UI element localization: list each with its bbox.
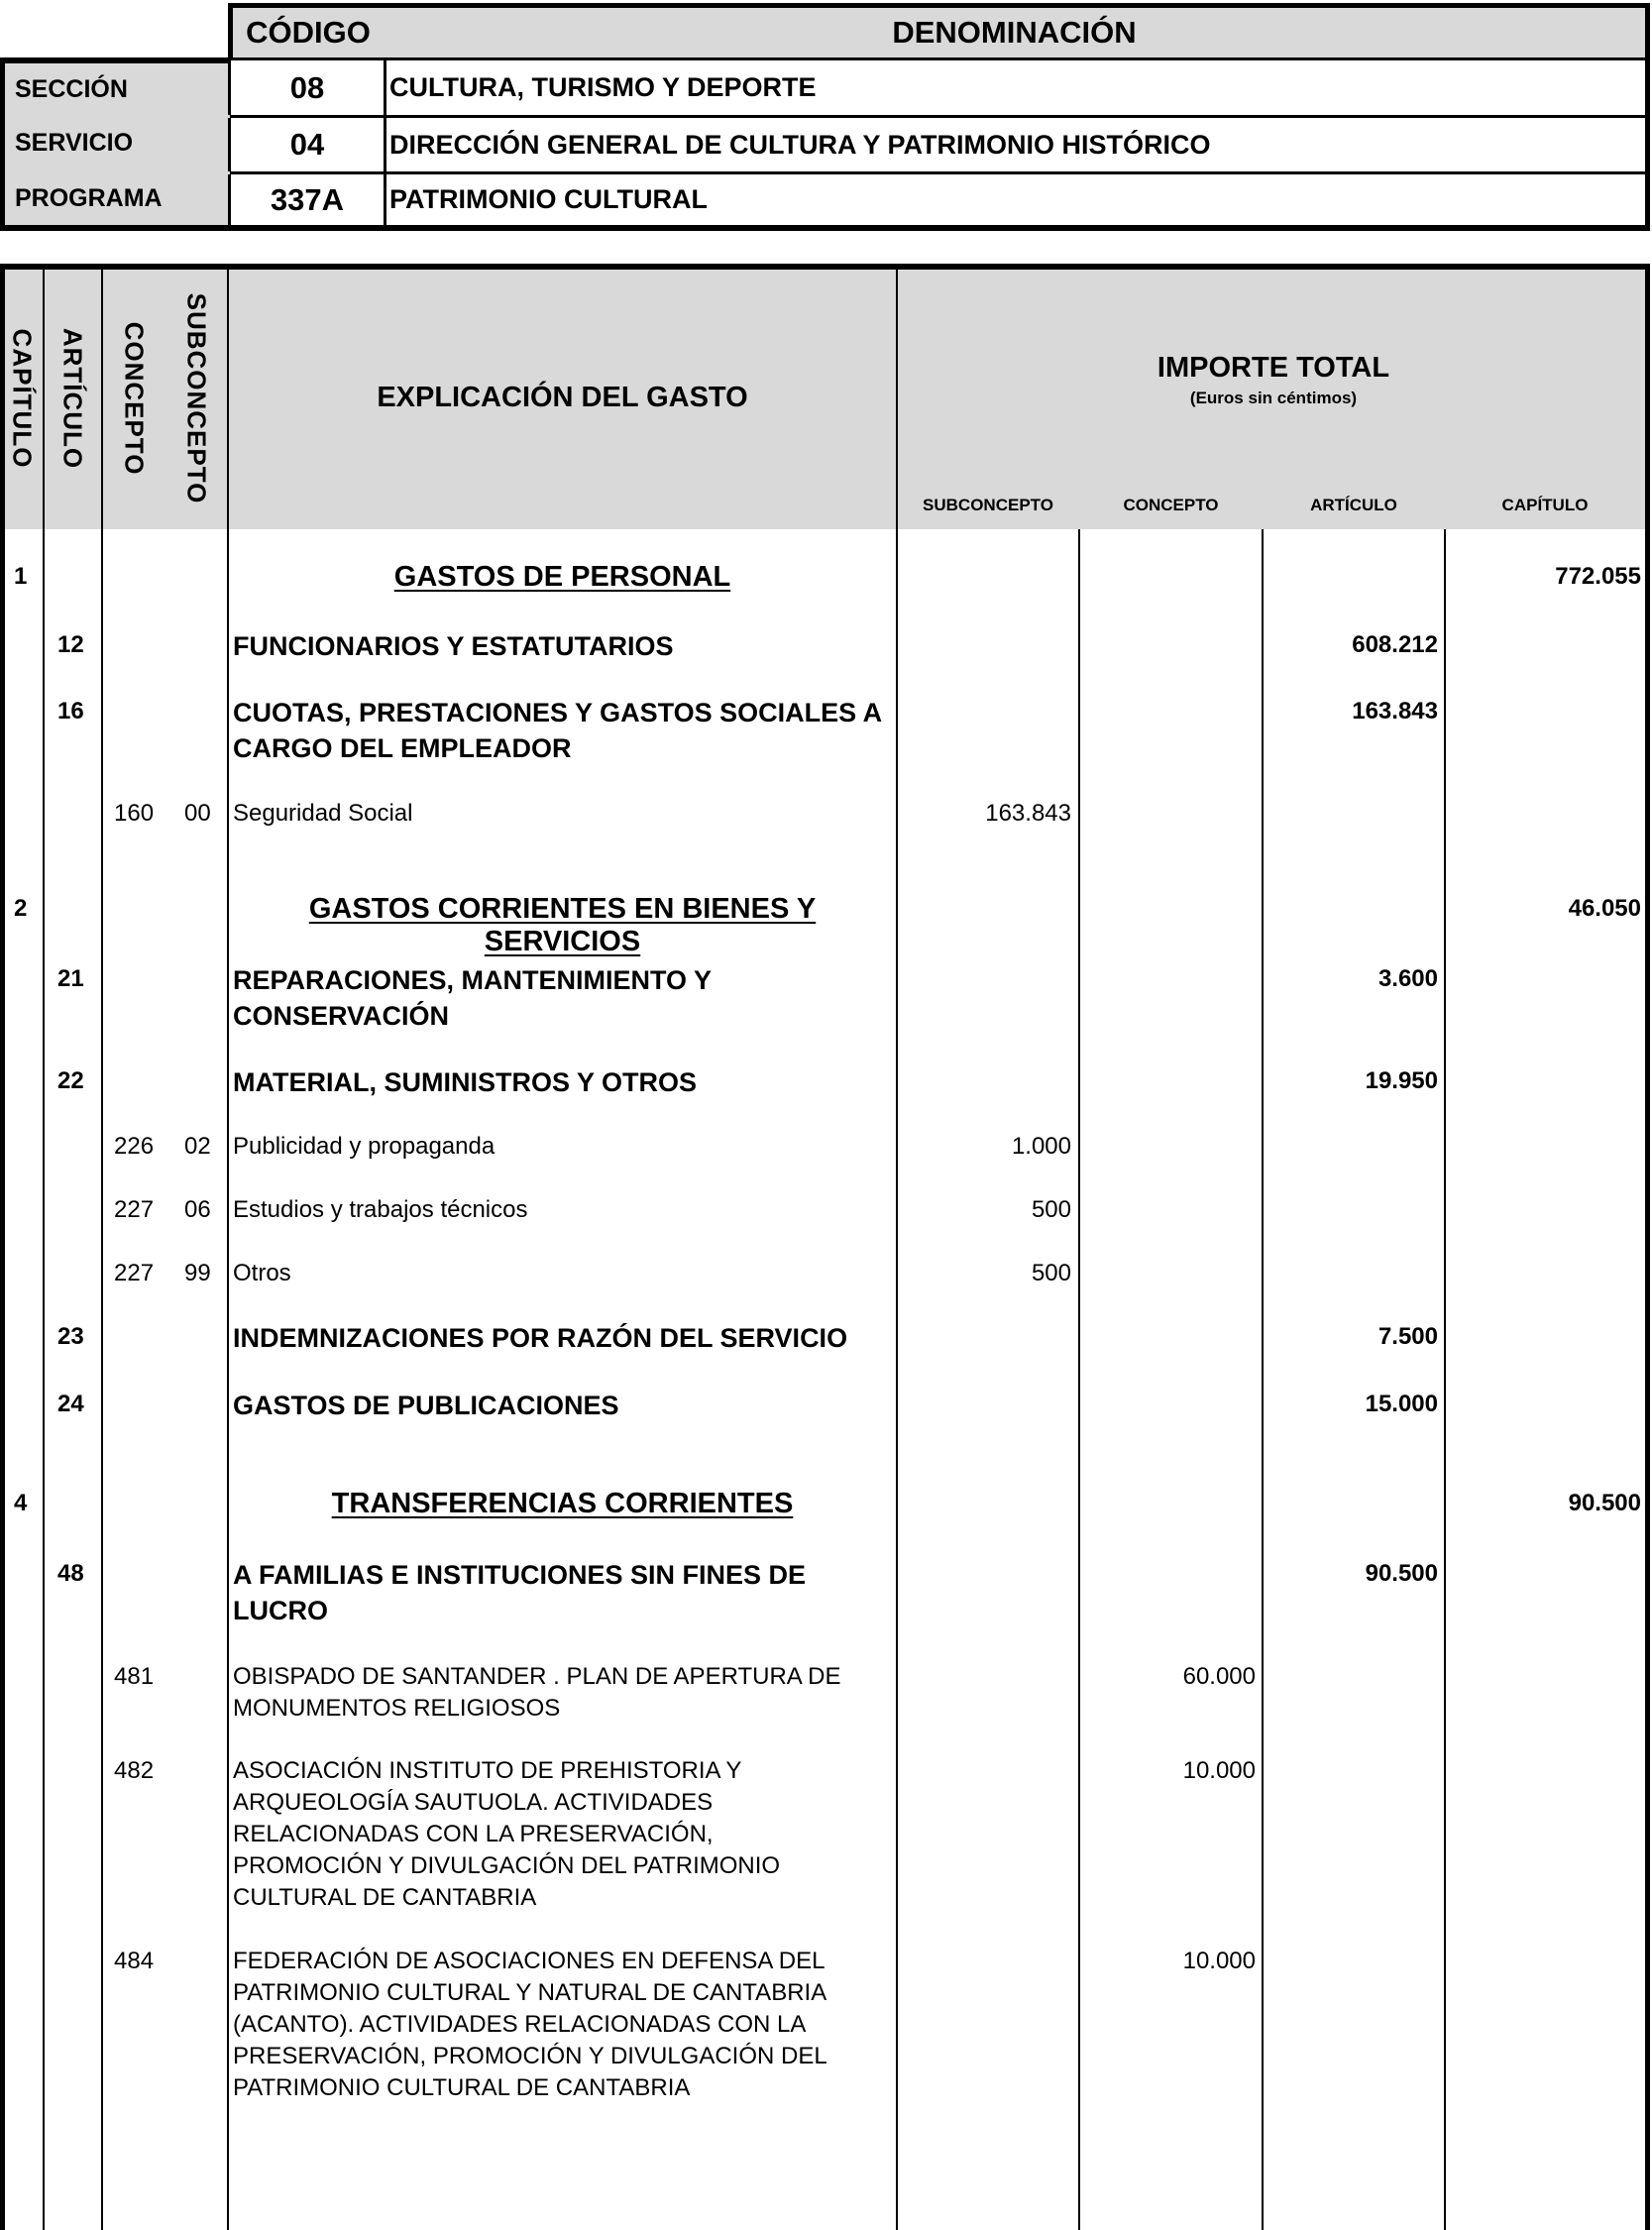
article-title: GASTOS DE PUBLICACIONES xyxy=(233,1391,619,1420)
code-value xyxy=(228,60,386,118)
subconcepto-code: 02 xyxy=(184,1133,211,1160)
concepto-code: 227 xyxy=(114,1196,155,1223)
divider xyxy=(1078,529,1080,2230)
articulo-code: 21 xyxy=(57,965,84,992)
chapter-heading: GASTOS DE PERSONAL xyxy=(393,561,731,593)
subconcepto-code: 99 xyxy=(184,1260,211,1286)
label-text: PROGRAMA xyxy=(15,183,163,212)
denomination-value xyxy=(384,174,1650,231)
capitulo-code: 4 xyxy=(14,1490,28,1516)
subconcepto-code: 06 xyxy=(184,1196,211,1223)
importe-subtitle: (Euros sin céntimos) xyxy=(1189,389,1358,407)
table-right-border xyxy=(1645,529,1650,2230)
code-row-label xyxy=(0,115,230,174)
denomination-header xyxy=(384,3,1650,60)
code-header xyxy=(228,3,386,60)
capitulo-code: 2 xyxy=(14,895,28,922)
amount-articulo: 15.000 xyxy=(1365,1391,1438,1417)
amount-articulo: 608.212 xyxy=(1352,631,1438,658)
amount-col-subconcepto: SUBCONCEPTO xyxy=(923,496,1053,514)
code-text: 08 xyxy=(289,69,325,105)
concept-description: PRESERVACIÓN, PROMOCIÓN Y DIVULGACIÓN DEL xyxy=(233,2043,827,2069)
article-title: INDEMNIZACIONES POR RAZÓN DEL SERVICIO xyxy=(233,1323,848,1353)
articulo-code: 22 xyxy=(57,1067,84,1094)
chapter-heading: TRANSFERENCIAS CORRIENTES xyxy=(331,1488,794,1519)
concept-description: CULTURAL DE CANTABRIA xyxy=(233,1884,537,1911)
amount-subconcepto: 500 xyxy=(1031,1196,1071,1223)
articulo-code: 12 xyxy=(57,631,84,658)
articulo-code: 24 xyxy=(57,1391,84,1417)
amount-articulo: 90.500 xyxy=(1365,1560,1438,1587)
amount-capitulo: 90.500 xyxy=(1568,1490,1641,1516)
importe-title: IMPORTE TOTAL xyxy=(1156,352,1390,384)
article-title: CUOTAS, PRESTACIONES Y GASTOS SOCIALES A xyxy=(233,698,883,727)
amount-capitulo: 772.055 xyxy=(1555,563,1641,590)
chapter-heading: GASTOS CORRIENTES EN BIENES Y SERVICIOS xyxy=(308,893,817,957)
concept-description: PROMOCIÓN Y DIVULGACIÓN DEL PATRIMONIO xyxy=(233,1852,781,1879)
concept-description: Otros xyxy=(233,1260,291,1286)
denomination-header-label: DENOMINACIÓN xyxy=(892,15,1137,50)
code-header-label: CÓDIGO xyxy=(246,15,371,50)
concept-description: (ACANTO). ACTIVIDADES RELACIONADAS CON LA xyxy=(233,2011,807,2038)
col-header-articulo: ARTÍCULO xyxy=(57,327,88,470)
code-text: 337A xyxy=(270,181,345,217)
concept-description: PATRIMONIO CULTURAL Y NATURAL DE CANTABRIA xyxy=(233,1979,827,2006)
code-row-label xyxy=(0,171,230,231)
denomination-value xyxy=(384,118,1650,174)
amount-articulo: 163.843 xyxy=(1352,698,1438,725)
denomination-text: CULTURA, TURISMO Y DEPORTE xyxy=(389,72,817,102)
amount-col-capitulo: CAPÍTULO xyxy=(1501,496,1589,514)
concepto-code: 482 xyxy=(114,1757,155,1784)
article-title: FUNCIONARIOS Y ESTATUTARIOS xyxy=(233,631,674,661)
amount-col-articulo: ARTÍCULO xyxy=(1310,496,1397,514)
articulo-code: 23 xyxy=(57,1323,84,1350)
amount-concepto: 60.000 xyxy=(1182,1663,1256,1690)
articulo-code: 16 xyxy=(57,698,84,725)
concept-description: ASOCIACIÓN INSTITUTO DE PREHISTORIA Y xyxy=(233,1757,742,1784)
article-title: CARGO DEL EMPLEADOR xyxy=(233,733,572,763)
concept-description: Publicidad y propaganda xyxy=(233,1133,496,1160)
label-text: SECCIÓN xyxy=(15,74,128,103)
amount-articulo: 7.500 xyxy=(1377,1323,1438,1350)
concept-description: MONUMENTOS RELIGIOSOS xyxy=(233,1695,561,1722)
col-header-explicacion: EXPLICACIÓN DEL GASTO xyxy=(377,382,748,413)
divider xyxy=(1262,529,1264,2230)
divider xyxy=(1444,529,1446,2230)
table-left-border xyxy=(0,529,5,2230)
amount-articulo: 3.600 xyxy=(1377,965,1438,992)
concept-description: FEDERACIÓN DE ASOCIACIONES EN DEFENSA DEL xyxy=(233,1948,826,1974)
concept-description: RELACIONADAS CON LA PRESERVACIÓN, xyxy=(233,1821,714,1847)
concepto-code: 160 xyxy=(114,800,155,827)
denomination-text: PATRIMONIO CULTURAL xyxy=(389,184,708,214)
concepto-code: 227 xyxy=(114,1260,155,1286)
amount-articulo: 19.950 xyxy=(1365,1067,1438,1094)
article-title: CONSERVACIÓN xyxy=(233,1001,450,1031)
concept-description: PATRIMONIO CULTURAL DE CANTABRIA xyxy=(233,2074,691,2101)
capitulo-code: 1 xyxy=(14,563,28,590)
article-title: A FAMILIAS E INSTITUCIONES SIN FINES DE xyxy=(233,1560,807,1590)
concept-description: Estudios y trabajos técnicos xyxy=(233,1196,528,1223)
article-title: MATERIAL, SUMINISTROS Y OTROS xyxy=(233,1067,698,1097)
amount-col-concepto: CONCEPTO xyxy=(1123,496,1219,514)
amount-capitulo: 46.050 xyxy=(1568,895,1641,922)
col-header-subconcepto: SUBCONCEPTO xyxy=(181,292,212,504)
concepto-code: 226 xyxy=(114,1133,155,1160)
denomination-text: DIRECCIÓN GENERAL DE CULTURA Y PATRIMONIO HISTÓRICO xyxy=(389,129,1211,160)
col-header-capitulo: CAPÍTULO xyxy=(7,328,38,469)
code-value xyxy=(228,118,386,174)
denomination-value xyxy=(384,60,1650,118)
articulo-code: 48 xyxy=(57,1560,84,1587)
concepto-code: 481 xyxy=(114,1663,155,1690)
code-value xyxy=(228,174,386,231)
concept-description: ARQUEOLOGÍA SAUTUOLA. ACTIVIDADES xyxy=(233,1789,714,1816)
col-header-concepto: CONCEPTO xyxy=(119,321,150,476)
amount-subconcepto: 163.843 xyxy=(985,800,1071,827)
article-title: LUCRO xyxy=(233,1596,328,1625)
concept-description: OBISPADO DE SANTANDER . PLAN DE APERTURA DE xyxy=(233,1663,841,1690)
subconcepto-code: 00 xyxy=(184,800,211,827)
concepto-code: 484 xyxy=(114,1948,155,1974)
divider xyxy=(43,270,45,2230)
divider xyxy=(101,270,103,2230)
amount-subconcepto: 1.000 xyxy=(1011,1133,1071,1160)
article-title: REPARACIONES, MANTENIMIENTO Y xyxy=(233,965,713,995)
label-text: SERVICIO xyxy=(15,129,134,157)
amount-concepto: 10.000 xyxy=(1182,1757,1256,1784)
code-text: 04 xyxy=(289,127,325,162)
code-row-label xyxy=(0,57,230,118)
amount-subconcepto: 500 xyxy=(1031,1260,1071,1286)
concept-description: Seguridad Social xyxy=(233,800,413,827)
amount-concepto: 10.000 xyxy=(1182,1948,1256,1974)
